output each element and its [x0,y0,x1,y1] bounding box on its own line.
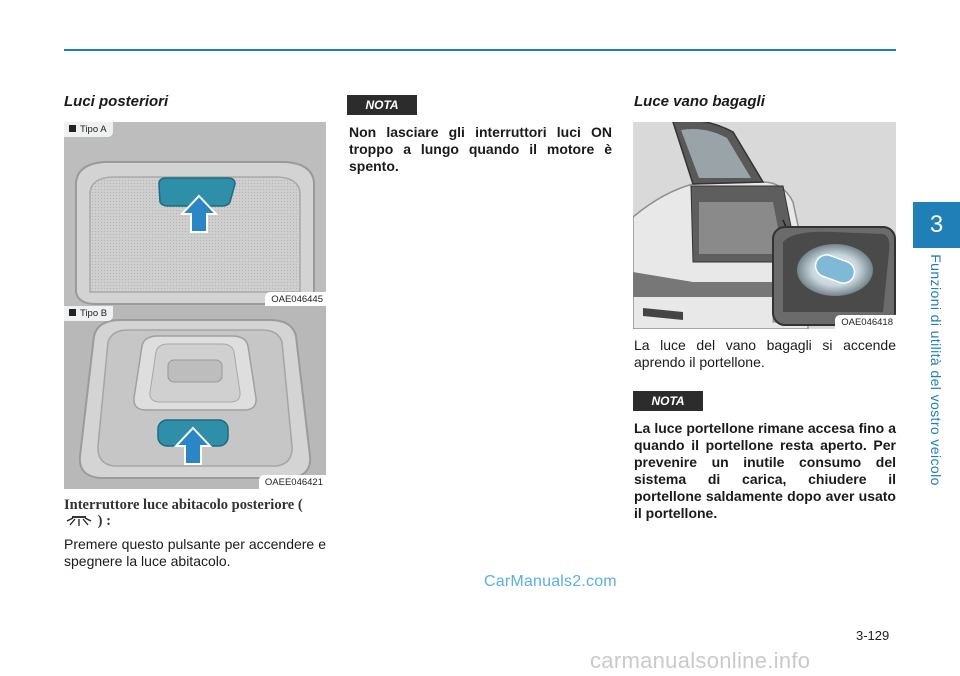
rear-lamp-type-a-illustration [64,122,326,306]
section-number-tab[interactable]: 3 [913,202,960,248]
figure-type-a [64,122,326,306]
rear-lamp-type-b-illustration [64,306,326,489]
header-rule [64,49,896,51]
figure-trunk [633,122,896,329]
nota-text-middle: Non lasciare gli interruttori luci ON troppo a lungo quando il motore è spento. [349,124,612,174]
switch-subheading: Interruttore luce abitacolo posteriore ( ) : [64,497,303,529]
figure-b-code: OAEE046421 [259,475,326,489]
dome-lamp-icon [66,513,92,527]
nota-badge-right: NOTA [633,391,703,411]
nota-badge-middle: NOTA [347,95,417,115]
heading-trunk-light: Luce vano bagagli [634,93,765,110]
trunk-description: La luce del vano bagagli si accende aprendo il portellone. [634,337,896,370]
switch-description: Premere questo pulsante per accendere e spegnere la luce abitacolo. [64,536,326,569]
type-a-tag: Tipo A [64,122,113,137]
watermark-link[interactable]: CarManuals2.com [484,573,617,590]
heading-rear-lights: Luci posteriori [64,93,169,110]
figure-trunk-code: OAE046418 [835,315,896,329]
figure-type-b [64,306,326,489]
type-b-tag: Tipo B [64,306,113,321]
page-number: 3-129 [856,628,890,643]
nota-text-right: La luce portellone rimane accesa fino a quando il portellone resta aperto. Per prevenire un inutile consumo del sistema di carica, chiudere il portellone saldamente dopo aver usato il portellone. [634,420,896,521]
figure-a-code: OAE046445 [265,292,326,306]
footer-watermark: carmanualsonline.info [590,648,811,673]
trunk-light-illustration [633,122,896,329]
